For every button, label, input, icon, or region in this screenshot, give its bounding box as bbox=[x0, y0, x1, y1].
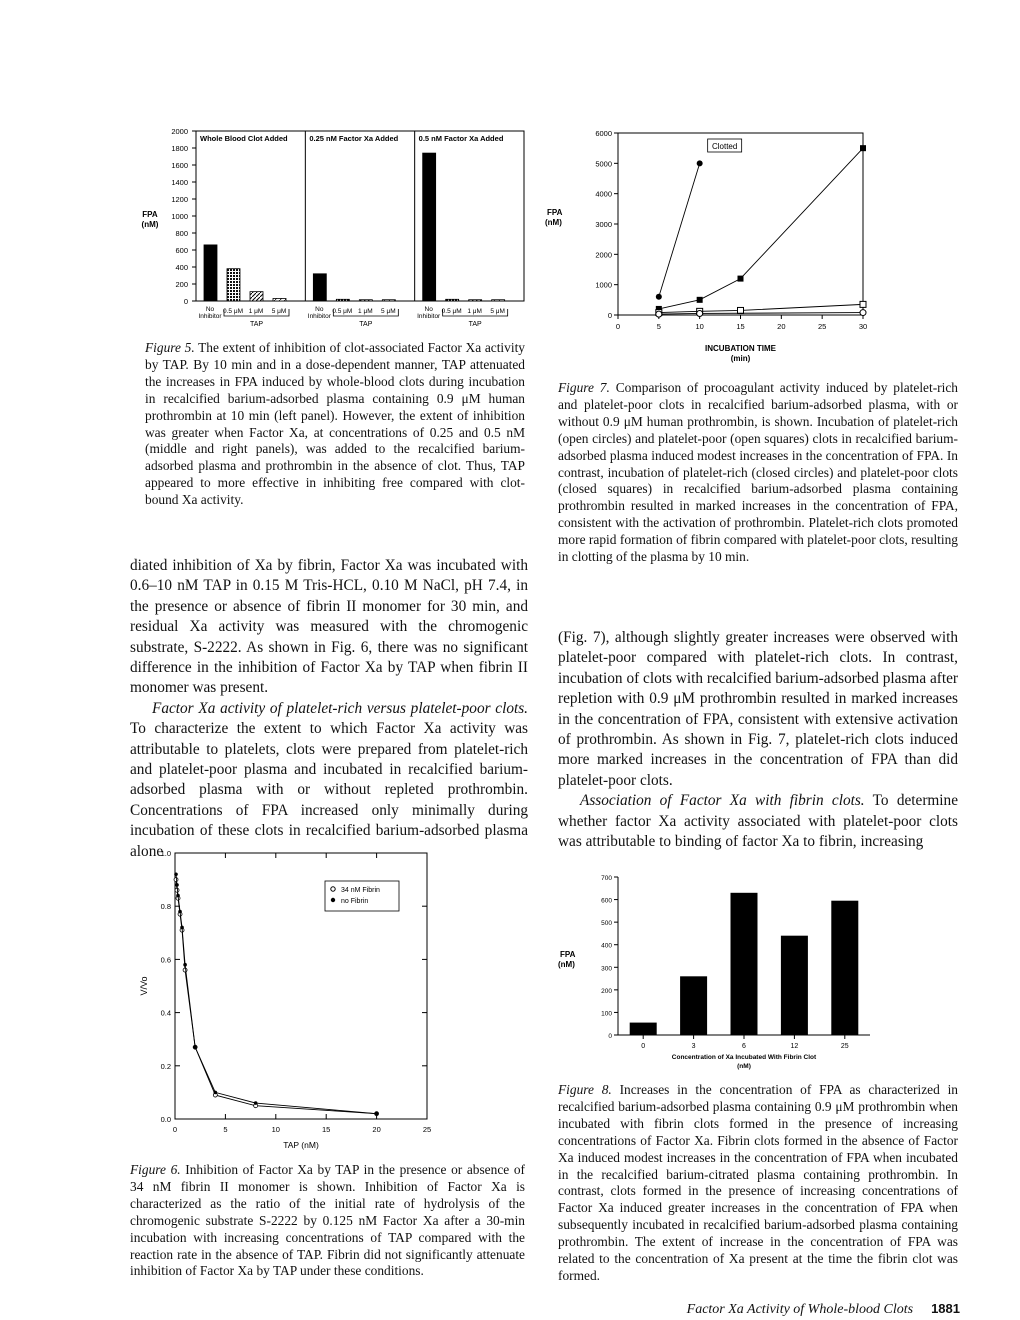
category-label: 25 bbox=[840, 1043, 849, 1050]
category-label: 6 bbox=[742, 1043, 746, 1050]
y-tick-label: 700 bbox=[601, 875, 612, 882]
figure-7-caption-label: Figure 7. bbox=[558, 380, 610, 395]
y-tick-label: 100 bbox=[601, 1010, 612, 1018]
body-left-paragraph-2-text: To characterize the extent to which Factor Xa activity was attributable to platelets, clots were prepared from platelet-rich and platelet-poor plasma and incubated in recalcified barium-adsorbed plasma with or without repleted prothrombin. Concentrations of FPA increased only minimally during incubation of these clots in recalcified barium-adsorbed plasma alone bbox=[130, 720, 528, 860]
y-tick-label: 800 bbox=[175, 229, 188, 238]
x-tick-label: 30 bbox=[858, 322, 868, 331]
category-label: 1 μM bbox=[248, 308, 264, 315]
data-point bbox=[254, 1101, 258, 1105]
data-point bbox=[183, 963, 187, 967]
y-tick-label: 1800 bbox=[171, 144, 188, 153]
page-number: 1881 bbox=[931, 1301, 960, 1316]
data-point bbox=[697, 310, 703, 316]
category-label: Inhibitor bbox=[198, 313, 222, 320]
y-tick-label: 400 bbox=[175, 263, 188, 272]
figure-6-caption bbox=[130, 1162, 525, 1280]
group-label: TAP bbox=[468, 321, 482, 328]
category-label: No bbox=[315, 306, 324, 313]
y-tick-label: 600 bbox=[175, 246, 188, 255]
data-point bbox=[214, 1091, 218, 1095]
bar bbox=[492, 300, 505, 301]
bar bbox=[227, 269, 240, 301]
x-axis-unit: (min) bbox=[730, 354, 751, 363]
figure-7 bbox=[535, 125, 895, 370]
legend-label: 34 nM Fibrin bbox=[341, 887, 380, 894]
category-label: 12 bbox=[790, 1043, 799, 1050]
y-tick-label: 0 bbox=[183, 297, 188, 306]
category-label: Inhibitor bbox=[307, 313, 331, 320]
x-tick-label: 20 bbox=[372, 1125, 381, 1134]
plot-frame bbox=[618, 133, 863, 315]
series-line bbox=[659, 163, 700, 296]
group-label: TAP bbox=[359, 321, 373, 328]
y-tick-label: 0 bbox=[608, 1033, 612, 1040]
category-label: No bbox=[205, 306, 215, 313]
y-tick-label: 1400 bbox=[171, 178, 188, 187]
data-point bbox=[860, 145, 866, 151]
y-axis-unit: (nM) bbox=[545, 218, 562, 227]
running-title: Factor Xa Activity of Whole-blood Clots bbox=[686, 1302, 914, 1317]
series-line bbox=[176, 880, 377, 1114]
bar bbox=[731, 893, 758, 1035]
y-tick-label: 1200 bbox=[171, 195, 188, 204]
category-label: 5 μM bbox=[381, 308, 396, 315]
category-label: 0.5 μM bbox=[222, 308, 244, 315]
x-tick-label: 20 bbox=[777, 322, 786, 331]
figure-8-chart bbox=[550, 865, 890, 1075]
data-point bbox=[180, 926, 184, 930]
y-axis-label: FPA bbox=[560, 950, 576, 959]
y-tick-label: 0 bbox=[607, 311, 612, 320]
section-heading-platelet: Factor Xa activity of platelet-rich versus platelet-poor clots. bbox=[152, 699, 528, 717]
y-tick-label: 1000 bbox=[595, 280, 612, 290]
y-tick-label: 0.6 bbox=[160, 955, 171, 965]
y-tick-label: 6000 bbox=[595, 129, 612, 138]
y-tick-label: 2000 bbox=[595, 250, 612, 260]
y-tick-label: 400 bbox=[601, 942, 612, 950]
series-line bbox=[659, 148, 863, 309]
legend-box bbox=[325, 881, 399, 911]
body-left-paragraph-2 bbox=[130, 699, 528, 862]
y-tick-label: 0.0 bbox=[160, 1115, 171, 1124]
section-heading-fibrin: Association of Factor Xa with fibrin clots. bbox=[580, 792, 865, 810]
figure-8-caption-label: Figure 8. bbox=[558, 1082, 612, 1097]
x-tick-label: 15 bbox=[322, 1125, 331, 1134]
bar bbox=[250, 292, 263, 301]
figure-5-caption-label: Figure 5. bbox=[145, 340, 195, 355]
y-tick-label: 1600 bbox=[171, 161, 188, 170]
x-tick-label: 10 bbox=[695, 322, 704, 331]
bar bbox=[204, 245, 217, 301]
y-axis-unit: (nM) bbox=[141, 220, 159, 229]
y-tick-label: 2000 bbox=[171, 127, 188, 136]
x-tick-label: 0 bbox=[172, 1125, 178, 1134]
bar bbox=[831, 901, 858, 1035]
plot-frame bbox=[196, 131, 524, 301]
x-axis-label: Concentration of Xa Incubated With Fibrin Clot bbox=[671, 1054, 817, 1061]
figure-5-caption-text: The extent of inhibition of clot-associated Factor Xa activity by TAP. By 10 min and in a dose-dependent manner, TAP attenuated the increases in FPA induced by whole-blood clots during incubation in recalcified barium-adsorbed plasma containing 0.9 μM human prothrombin at 10 min (left panel). However, the extent of inhibition was greater when Factor Xa, at concentrations of 0.25 and 0.5 nM (middle and right panels), was added to the recalcified barium-adsorbed plasma and prothrombin in the absence of clot. Thus, TAP appeared to more effective in inhibiting free compared with clot-bound Xa activity. bbox=[145, 340, 525, 508]
figure-6-chart bbox=[125, 845, 445, 1155]
y-tick-label: 1000 bbox=[171, 212, 188, 221]
data-point bbox=[174, 872, 178, 876]
data-point bbox=[178, 910, 182, 914]
legend-marker bbox=[331, 898, 335, 902]
y-axis-label: FPA bbox=[142, 210, 158, 219]
figure-5 bbox=[140, 125, 540, 335]
bar bbox=[680, 976, 707, 1035]
y-tick-label: 200 bbox=[601, 987, 612, 995]
y-tick-label: 0.2 bbox=[160, 1061, 171, 1071]
y-axis-label: FPA bbox=[547, 208, 563, 217]
y-tick-label: 0.8 bbox=[160, 902, 171, 912]
bar bbox=[336, 299, 349, 301]
x-tick-label: 10 bbox=[271, 1125, 280, 1134]
x-tick-label: 25 bbox=[817, 322, 827, 331]
bar bbox=[446, 299, 459, 301]
y-tick-label: 500 bbox=[601, 920, 612, 928]
data-point bbox=[183, 968, 187, 972]
figure-7-caption-text: Comparison of procoagulant activity induced by platelet-rich and platelet-poor clots in recalcified barium-adsorbed plasma, with or without 0.9 μM human prothrombin, is shown. Incubation of platelet-rich (open circles) and platelet-poor (open squares) clots in recalcified barium-adsorbed plasma induced modest increases in the concentration of FPA. In contrast, incubation of platelet-rich (closed circles) and platelet-poor clots (closed squares) in recalcified barium-adsorbed plasma containing prothrombin resulted in marked increases in the concentration of FPA, consistent with the activation of prothrombin. Platelet-rich clots promoted more rapid formation of fibrin compared with platelet-poor clots, resulting in clotting of the plasma by 10 min. bbox=[558, 380, 958, 565]
data-point bbox=[738, 276, 744, 282]
panel-title: Whole Blood Clot Added bbox=[200, 134, 288, 143]
category-label: 5 μM bbox=[271, 308, 287, 315]
data-point bbox=[656, 311, 662, 317]
data-point bbox=[176, 894, 180, 898]
figure-7-caption bbox=[558, 380, 958, 566]
group-label: TAP bbox=[249, 321, 264, 328]
x-axis-label: TAP (nM) bbox=[283, 1140, 319, 1150]
panel-title: 0.5 nM Factor Xa Added bbox=[418, 134, 504, 143]
y-tick-label: 300 bbox=[601, 965, 612, 973]
bar bbox=[781, 936, 808, 1035]
data-point bbox=[738, 307, 744, 313]
series-line bbox=[659, 313, 863, 315]
x-tick-label: 25 bbox=[422, 1125, 432, 1134]
category-label: 1 μM bbox=[358, 308, 373, 315]
panel-title: 0.25 nM Factor Xa Added bbox=[309, 134, 399, 143]
figure-6-caption-text: Inhibition of Factor Xa by TAP in the presence or absence of 34 nM fibrin II monomer is shown. Inhibition of Factor Xa is characterized as the ratio of the initial rate of hydrolysis of the chromogenic substrate S-2222 by 0.125 nM Factor Xa after a 30-min incubation with increasing concentrations of TAP compared with the reaction rate in the absence of TAP. Fibrin did not significantly attenuate inhibition of Factor Xa by TAP under these conditions. bbox=[130, 1162, 525, 1279]
category-label: 0.5 μM bbox=[441, 308, 462, 315]
body-left-paragraph-1: diated inhibition of Xa by fibrin, Factor Xa was incubated with 0.6–10 nM TAP in 0.15 M Tris-HCL, 0.10 M NaCl, pH 7.4, in the presence or absence of fibrin II monomer for 30 min, and residual Xa activity was measured with the chromogenic substrate, S-2222. As shown in Fig. 6, there was no significant difference in the inhibition of Factor Xa by TAP when fibrin II monomer was present. bbox=[130, 557, 528, 697]
annotation-label: Clotted bbox=[711, 142, 738, 151]
data-point bbox=[656, 294, 662, 300]
category-label: Inhibitor bbox=[417, 313, 441, 320]
figure-6-caption-label: Figure 6. bbox=[130, 1162, 181, 1177]
bar bbox=[273, 298, 286, 301]
series-line bbox=[659, 304, 863, 312]
bar bbox=[630, 1023, 657, 1035]
data-point bbox=[175, 883, 179, 887]
data-point bbox=[375, 1112, 379, 1116]
y-tick-label: 1.0 bbox=[160, 849, 171, 858]
category-label: 1 μM bbox=[467, 308, 482, 315]
x-tick-label: 5 bbox=[656, 322, 661, 331]
body-right-column bbox=[558, 628, 958, 852]
bar bbox=[469, 300, 482, 301]
data-point bbox=[697, 160, 703, 166]
figure-8 bbox=[550, 865, 890, 1075]
y-axis-unit: (nM) bbox=[558, 960, 575, 969]
body-right-paragraph-1: (Fig. 7), although slightly greater increases were observed with platelet-poor compared with platelet-rich clots. In contrast, incubation of clots with recalcified barium-adsorbed plasma after repletion with 0.9 μM prothrombin resulted in marked increases in the concentration of FPA, consistent with extensive activation of prothrombin. As shown in Fig. 7, platelet-rich clots induced more marked increases in the concentration of FPA than did platelet-poor clots. bbox=[558, 629, 958, 789]
x-axis-label: INCUBATION TIME bbox=[705, 344, 776, 353]
y-tick-label: 200 bbox=[175, 280, 188, 289]
figure-8-caption-text: Increases in the concentration of FPA as characterized in recalcified barium-adsorbed plasma containing 0.9 μM prothrombin when incubated with fibrin clots formed in the presence of increasing concentrations of Factor Xa. Fibrin clots formed in the absence of Factor Xa induced modest increases in the concentration of FPA when incubated in the recalcified barium-citrated plasma containing prothrombin. In contrast, clots formed in the presence of increasing concentrations of Factor Xa induced greater increases in the concentration of FPA when subsequently incubated in recalcified barium-adsorbed plasma containing prothrombin. The extent of increase in the concentration of FPA was related to the concentration of Xa present at the time the fibrin clot was formed. bbox=[558, 1082, 958, 1283]
body-right-paragraph-2 bbox=[558, 791, 958, 852]
x-tick-label: 0 bbox=[615, 322, 621, 331]
bar bbox=[382, 300, 395, 301]
category-label: 3 bbox=[691, 1043, 696, 1050]
category-label: 0 bbox=[641, 1043, 646, 1050]
figure-6 bbox=[125, 845, 445, 1155]
bar bbox=[359, 300, 372, 301]
y-tick-label: 0.4 bbox=[160, 1008, 171, 1018]
x-tick-label: 15 bbox=[736, 322, 745, 331]
data-point bbox=[193, 1045, 197, 1049]
body-right-paragraph-2-text: To determine whether factor Xa activity associated with platelet-poor clots was attributable to binding of factor Xa to fibrin, increasing bbox=[558, 792, 958, 851]
bar bbox=[423, 153, 436, 301]
category-label: 0.5 μM bbox=[332, 308, 353, 315]
category-label: No bbox=[424, 306, 433, 313]
data-point bbox=[860, 310, 866, 316]
figure-8-caption bbox=[558, 1082, 958, 1285]
legend-marker bbox=[331, 887, 335, 891]
y-tick-label: 5000 bbox=[595, 159, 612, 169]
page-footer bbox=[640, 1300, 960, 1318]
figure-5-chart bbox=[140, 125, 540, 335]
legend-label: no Fibrin bbox=[341, 898, 369, 905]
y-tick-label: 600 bbox=[601, 897, 612, 905]
y-tick-label: 4000 bbox=[595, 189, 612, 199]
data-point bbox=[697, 297, 703, 303]
figure-7-chart bbox=[535, 125, 895, 370]
y-tick-label: 3000 bbox=[595, 220, 612, 229]
data-point bbox=[860, 301, 866, 307]
x-tick-label: 5 bbox=[223, 1125, 228, 1134]
body-left-column bbox=[130, 556, 528, 862]
figure-5-caption bbox=[145, 340, 525, 509]
category-label: 5 μM bbox=[490, 308, 505, 315]
bar bbox=[313, 274, 326, 301]
x-axis-unit: (nM) bbox=[737, 1063, 751, 1070]
y-axis-label: V/Vo bbox=[139, 976, 149, 996]
